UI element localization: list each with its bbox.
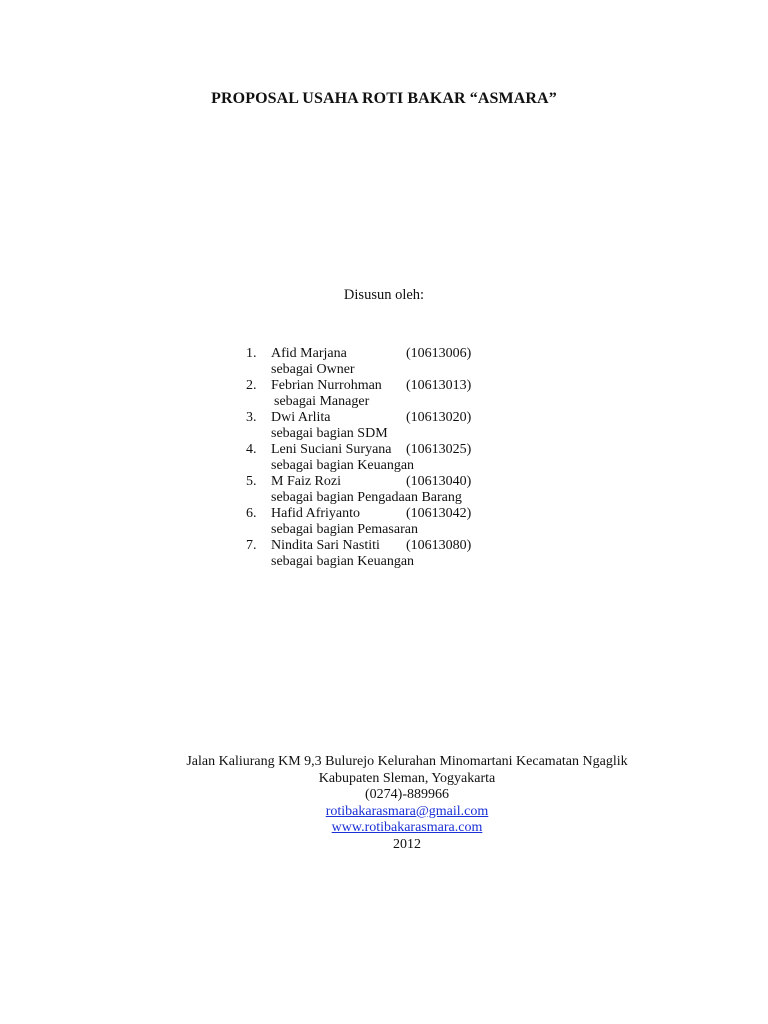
member-role: sebagai bagian SDM (271, 426, 388, 441)
item-number: 3. (246, 410, 257, 425)
member-id: (10613020) (406, 410, 472, 425)
member-id: (10613013) (406, 378, 472, 393)
member-id: (10613006) (406, 346, 472, 361)
member-name: Afid Marjana (271, 346, 347, 361)
list-item (246, 442, 546, 474)
item-number: 7. (246, 538, 257, 553)
list-item (246, 506, 546, 538)
document-title: PROPOSAL USAHA ROTI BAKAR “ASMARA” (211, 90, 557, 107)
list-item (246, 410, 546, 442)
item-number: 4. (246, 442, 257, 457)
member-role: sebagai bagian Keuangan (271, 554, 415, 569)
member-role: sebagai bagian Pengadaan Barang (271, 490, 462, 505)
list-item (246, 538, 546, 570)
member-name: Leni Suciani Suryana (271, 442, 392, 457)
item-number: 1. (246, 346, 257, 361)
member-role: sebagai bagian Pemasaran (271, 522, 418, 537)
member-role: sebagai bagian Keuangan (271, 458, 415, 473)
phone-number: (0274)-889966 (365, 787, 449, 802)
list-item (246, 378, 546, 410)
item-number: 6. (246, 506, 257, 521)
member-list (246, 346, 546, 570)
member-name: Dwi Arlita (271, 410, 331, 425)
item-number: 2. (246, 378, 257, 393)
year-label: 2012 (393, 836, 421, 852)
member-role: sebagai Manager (274, 394, 370, 409)
member-role: sebagai Owner (271, 362, 355, 377)
member-name: Nindita Sari Nastiti (271, 538, 380, 553)
list-item (246, 474, 546, 506)
member-id: (10613080) (406, 538, 472, 553)
email-link[interactable]: rotibakarasmara@gmail.com (325, 803, 489, 819)
member-name: M Faiz Rozi (271, 474, 341, 489)
address-line-2: Kabupaten Sleman, Yogyakarta (318, 770, 496, 786)
member-name: Febrian Nurrohman (271, 378, 382, 393)
member-id: (10613040) (406, 474, 472, 489)
website-link[interactable]: www.rotibakarasmara.com (331, 820, 483, 835)
member-id: (10613025) (406, 442, 472, 457)
prepared-by-label: Disusun oleh: (343, 287, 425, 303)
list-item (246, 346, 546, 378)
document-footer (0, 754, 768, 853)
member-id: (10613042) (406, 506, 472, 521)
address-line-1: Jalan Kaliurang KM 9,3 Bulurejo Kelurahan Minomartani Kecamatan Ngaglik (186, 754, 628, 769)
member-name: Hafid Afriyanto (271, 506, 361, 521)
item-number: 5. (246, 474, 257, 489)
